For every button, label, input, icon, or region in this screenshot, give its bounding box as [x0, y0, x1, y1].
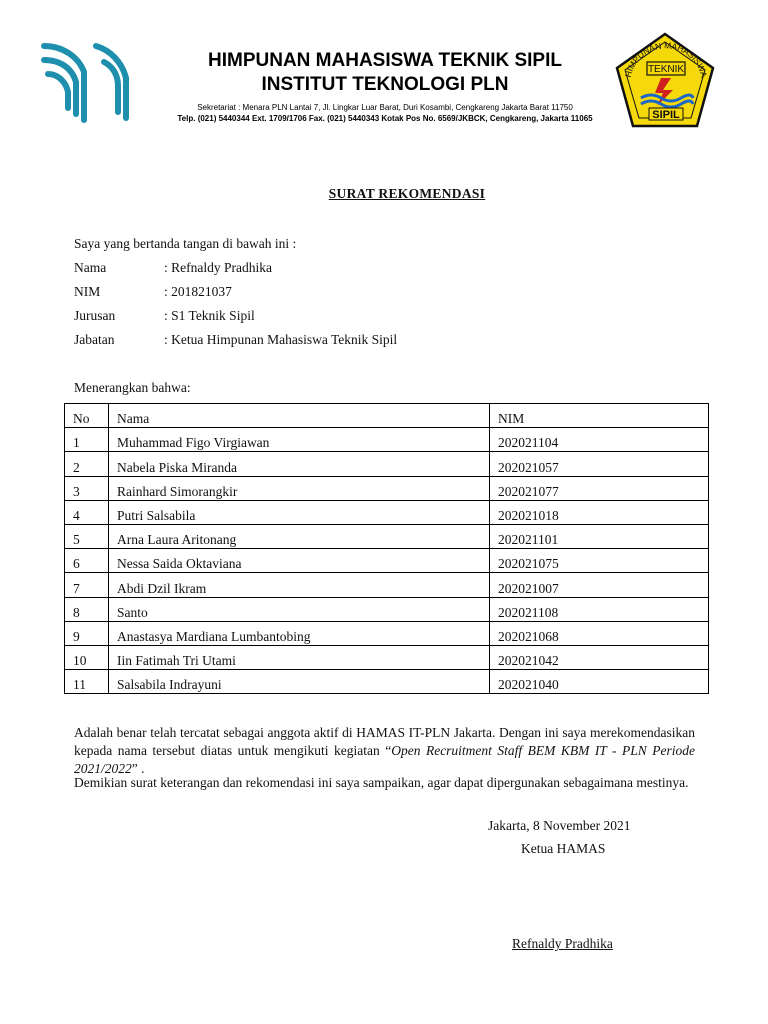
- emblem-sipil-text: SIPIL: [652, 109, 680, 121]
- table-row: [65, 500, 709, 524]
- table-row: [65, 476, 709, 500]
- cell-nama: Santo: [109, 597, 490, 621]
- cell-nim: 202021040: [490, 670, 709, 694]
- cell-nim: 202021042: [490, 645, 709, 669]
- org-name-line2: INSTITUT TEKNOLOGI PLN: [261, 74, 509, 95]
- cell-no: 3: [65, 476, 109, 500]
- cell-nim: 202021007: [490, 573, 709, 597]
- table-row: [65, 573, 709, 597]
- paragraph-membership-end: ” .: [131, 761, 145, 776]
- nim-value: : 201821037: [164, 284, 232, 299]
- cell-no: 5: [65, 524, 109, 548]
- table-row: [65, 452, 709, 476]
- table-row: [65, 621, 709, 645]
- nama-label: Nama: [74, 260, 107, 275]
- cell-nama: Abdi Dzil Ikram: [109, 573, 490, 597]
- cell-nama: Arna Laura Aritonang: [109, 524, 490, 548]
- table-row: [65, 645, 709, 669]
- emblem-teknik-text: TEKNIK: [647, 64, 685, 75]
- cell-nama: Nessa Saida Oktaviana: [109, 549, 490, 573]
- cell-nim: 202021018: [490, 500, 709, 524]
- letter-title: SURAT REKOMENDASI: [328, 186, 486, 201]
- cell-nim: 202021077: [490, 476, 709, 500]
- cell-no: 7: [65, 573, 109, 597]
- jurusan-value: : S1 Teknik Sipil: [164, 308, 255, 323]
- cell-nama: Salsabila Indrayuni: [109, 670, 490, 694]
- cell-nim: 202021101: [490, 524, 709, 548]
- cell-no: 9: [65, 621, 109, 645]
- paragraph-membership: [74, 724, 695, 778]
- university-logo: [38, 38, 138, 124]
- cell-nama: Nabela Piska Miranda: [109, 452, 490, 476]
- jabatan-value: : Ketua Himpunan Mahasiswa Teknik Sipil: [164, 332, 398, 347]
- cell-nama: Iin Fatimah Tri Utami: [109, 645, 490, 669]
- cell-no: 10: [65, 645, 109, 669]
- nim-label: NIM: [74, 284, 101, 299]
- cell-no: 11: [65, 670, 109, 694]
- cell-nim: 202021104: [490, 428, 709, 452]
- org-name-line1: HIMPUNAN MAHASISWA TEKNIK SIPIL: [208, 50, 562, 71]
- table-row: [65, 549, 709, 573]
- cell-nama: Rainhard Simorangkir: [109, 476, 490, 500]
- cell-nim: 202021057: [490, 452, 709, 476]
- cell-nim: 202021068: [490, 621, 709, 645]
- paragraph-membership-text: Adalah benar telah tercatat sebagai anggota aktif di HAMAS IT-PLN Jakarta. Dengan ini saya merekomendasikan kepada nama tersebut diatas untuk mengikuti kegiatan “: [74, 725, 695, 758]
- cell-no: 8: [65, 597, 109, 621]
- cell-no: 2: [65, 452, 109, 476]
- place-date: Jakarta, 8 November 2021: [488, 818, 631, 833]
- nama-value: : Refnaldy Pradhika: [164, 260, 272, 275]
- intro-text: Saya yang bertanda tangan di bawah ini :: [74, 236, 297, 251]
- header-nim: NIM: [490, 404, 709, 428]
- menerangkan-text: Menerangkan bahwa:: [74, 380, 191, 395]
- table-header-row: [65, 404, 709, 428]
- address-line2: Telp. (021) 5440344 Ext. 1709/1706 Fax. (021) 5440343 Kotak Pos No. 6569/JKBCK, Cengkareng, Jakarta 11065: [177, 114, 593, 123]
- cell-no: 1: [65, 428, 109, 452]
- svg-text:HIMPUNAN MAHASISWA: HIMPUNAN MAHASISWA: [622, 40, 710, 79]
- cell-nama: Muhammad Figo Virgiawan: [109, 428, 490, 452]
- header-nama: Nama: [109, 404, 490, 428]
- table-row: [65, 428, 709, 452]
- cell-no: 4: [65, 500, 109, 524]
- signer-position: Ketua HAMAS: [521, 841, 606, 856]
- cell-no: 6: [65, 549, 109, 573]
- header-no: No: [65, 404, 109, 428]
- cell-nim: 202021108: [490, 597, 709, 621]
- address-line1: Sekretariat : Menara PLN Lantai 7, Jl. Lingkar Luar Barat, Duri Kosambi, Cengkareng Jakarta Barat 11750: [197, 103, 573, 112]
- cell-nama: Anastasya Mardiana Lumbantobing: [109, 621, 490, 645]
- jabatan-label: Jabatan: [74, 332, 115, 347]
- table-row: [65, 524, 709, 548]
- table-row: [65, 670, 709, 694]
- table-row: [65, 597, 709, 621]
- signer-name: Refnaldy Pradhika: [512, 936, 613, 951]
- jurusan-label: Jurusan: [74, 308, 116, 323]
- event-name: Open Recruitment Staff BEM KBM IT - PLN Periode 2021/2022: [74, 743, 695, 776]
- paragraph-closing: Demikian surat keterangan dan rekomendasi ini saya sampaikan, agar dapat dipergunakan sebagaimana mestinya.: [74, 775, 689, 790]
- cell-nama: Putri Salsabila: [109, 500, 490, 524]
- member-table: [64, 403, 709, 694]
- cell-nim: 202021075: [490, 549, 709, 573]
